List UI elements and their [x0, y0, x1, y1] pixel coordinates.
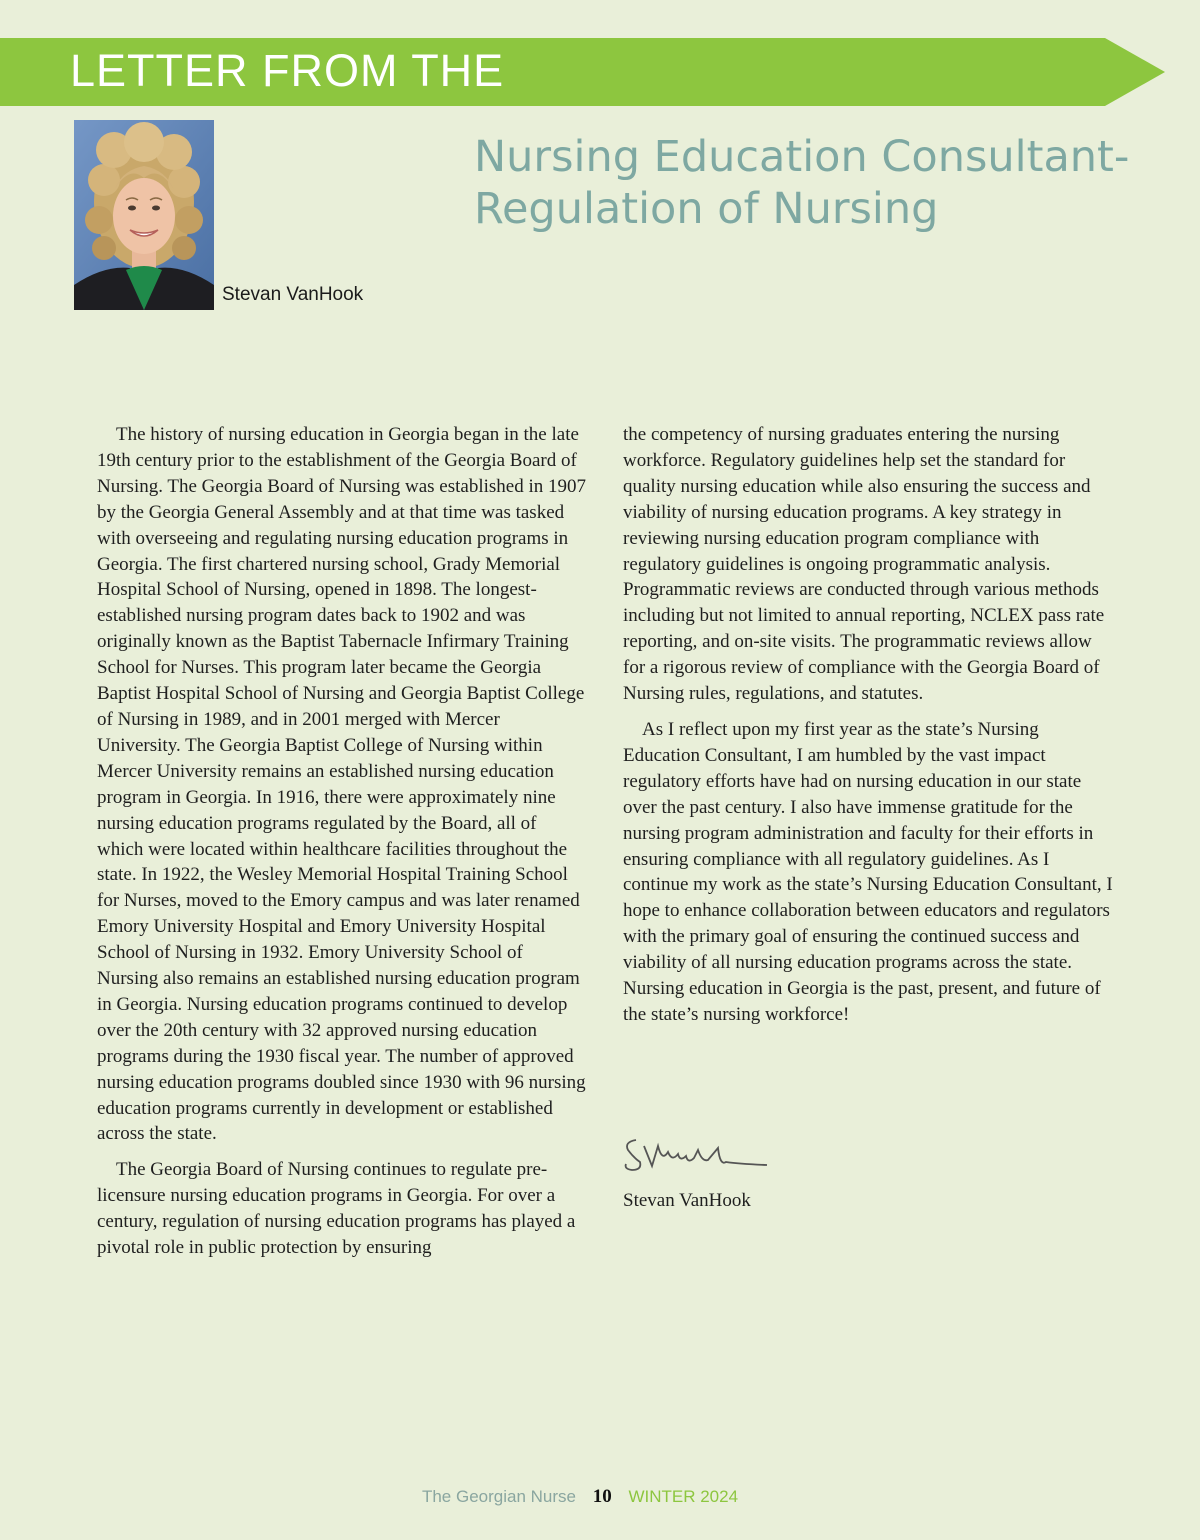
body-paragraph: As I reflect upon my first year as the state’s Nursing Education Consultant, I am humbled by the vast impact regulatory efforts have had on nursing education in our state over the past century. I also have immense gratitude for the nursing program administration and faculty for their efforts in ensuring compliance with all regulatory guidelines. As I continue my work as the state’s Nursing Education Consultant, I hope to enhance collaboration between educators and regulators with the primary goal of ensuring the continued success and viability of all nursing education programs across the state. Nursing education in Georgia is the past, present, and future of the state’s nursing workforce! [623, 718, 1113, 1025]
signature-name: Stevan VanHook [623, 1190, 751, 1211]
author-photo [74, 120, 214, 310]
footer-issue: WINTER 2024 [628, 1487, 739, 1506]
footer-page-number: 10 [592, 1486, 612, 1507]
handwritten-signature [622, 1132, 772, 1176]
body-column-right [623, 422, 1113, 1038]
body-column-left [97, 422, 587, 1271]
page-footer [0, 1486, 1160, 1508]
photo-caption: Stevan VanHook [222, 284, 364, 305]
footer-magazine-name: The Georgian Nurse [421, 1487, 576, 1506]
banner-title: LETTER FROM THE [70, 45, 505, 96]
article-title [474, 131, 1164, 235]
body-paragraph: the competency of nursing graduates entering the nursing workforce. Regulatory guidelines help set the standard for quality nursing education while also ensuring the success and viability of nursing education programs. A key strategy in reviewing nursing education program compliance with regulatory guidelines is ongoing programmatic analysis. Programmatic reviews are conducted through various methods including but not limited to annual reporting, NCLEX pass rate reporting, and on-site visits. The programmatic reviews allow for a rigorous review of compliance with the Georgia Board of Nursing rules, regulations, and statutes. [623, 424, 1105, 705]
body-paragraph: The history of nursing education in Georgia began in the late 19th century prior to the establishment of the Georgia Board of Nursing. The Georgia Board of Nursing was established in 1907 by the Georgia General Assembly and at that time was tasked with overseeing and regulating nursing education programs in Georgia. The first chartered nursing school, Grady Memorial Hospital School of Nursing, opened in 1898. The longest-established nursing program dates back to 1902 and was originally known as the Baptist Tabernacle Infirmary Training School for Nurses. This program later became the Georgia Baptist Hospital School of Nursing and Georgia Baptist College of Nursing in 1989, and in 2001 merged with Mercer University. The Georgia Baptist College of Nursing within Mercer University remains an established nursing education program in Georgia. In 1916, there were approximately nine nursing education programs regulated by the Board, all of which were located within healthcare facilities throughout the state. In 1922, the Wesley Memorial Hospital Training School for Nurses, moved to the Emory campus and was later renamed Emory University Hospital and Emory University Hospital School of Nursing in 1932. Emory University School of Nursing also remains an established nursing education program in Georgia. Nursing education programs continued to develop over the 20th century with 32 approved nursing education programs during the 1930 fiscal year. The number of approved nursing education programs doubled since 1930 with 96 nursing education programs currently in development or established across the state. [97, 424, 586, 1145]
author-portrait-image [74, 120, 214, 310]
title-line-1: Nursing Education Consultant- [474, 132, 1130, 182]
title-line-2: Regulation of Nursing [474, 184, 939, 234]
body-paragraph: The Georgia Board of Nursing continues to regulate pre-licensure nursing education programs in Georgia. For over a century, regulation of nursing education programs has played a pivotal role in public protection by ensuring [97, 1159, 576, 1259]
